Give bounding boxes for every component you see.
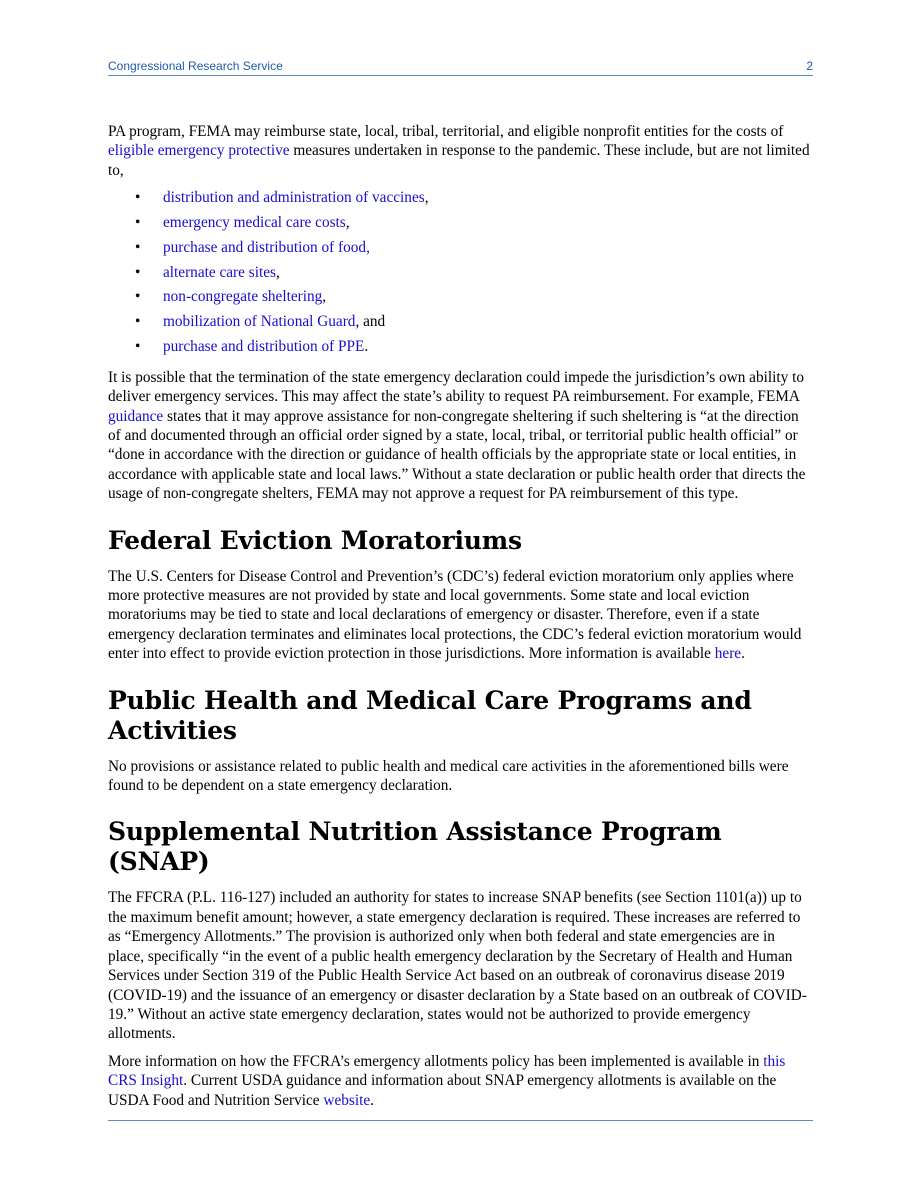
eviction-paragraph [108, 567, 813, 664]
bullet-icon: • [135, 238, 141, 256]
usda-website-link[interactable]: website [323, 1091, 371, 1109]
bullet-icon: • [135, 263, 141, 281]
snap-heading: Supplemental Nutrition Assistance Program (SNAP) [108, 817, 722, 877]
intro-text-1: PA program, FEMA may reimburse state, local, tribal, territorial, and eligible nonprofit entities for the costs of [108, 123, 784, 140]
bullet-icon: • [135, 214, 141, 232]
list-item [108, 312, 813, 337]
list-item [108, 337, 813, 362]
eviction-heading: Federal Eviction Moratoriums [108, 525, 522, 555]
non-congregate-sheltering-link[interactable]: non-congregate sheltering [163, 288, 323, 306]
eviction-info-link[interactable]: here [714, 645, 742, 663]
bullet-icon: • [135, 313, 141, 331]
bullet-suffix: , [345, 214, 350, 232]
vaccines-link[interactable]: distribution and administration of vaccines [163, 189, 425, 207]
snap-text-1: More information on how the FFCRA’s emergency allotments policy has been implemented is available in [108, 1052, 764, 1070]
snap-text-2: . Current USDA guidance and information about SNAP emergency allotments is available on the USDA Food and Nutrition Service [108, 1072, 777, 1109]
public-health-heading: Public Health and Medical Care Programs and Activities [108, 685, 752, 745]
list-item [108, 287, 813, 312]
footer-divider [108, 1120, 813, 1121]
list-item [108, 238, 813, 263]
bullet-suffix: , [322, 288, 327, 306]
document-body [108, 122, 813, 1118]
page-header [108, 58, 813, 76]
medical-care-costs-link[interactable]: emergency medical care costs [163, 214, 346, 232]
eviction-text-1: The U.S. Centers for Disease Control and Prevention’s (CDC’s) federal eviction moratorium only applies where more protective measures are not provided by state and local governments. Some state and local eviction moratoriums may be tied to state and local declarations of emergency or disaster. Therefore, even if a state emergency declaration terminates and eliminates local protections, the CDC’s federal eviction moratorium would enter into effect to provide eviction protection in those jurisdictions. More information is available [108, 567, 802, 663]
national-guard-link[interactable]: mobilization of National Guard [163, 313, 356, 331]
snap-paragraph-2 [108, 1052, 813, 1110]
header-title: Congressional Research Service [108, 59, 283, 73]
page-number: 2 [806, 59, 813, 73]
bullet-suffix: , [275, 263, 280, 281]
snap-text-3: . [370, 1091, 374, 1109]
bullet-suffix: , and [355, 313, 386, 331]
list-item [108, 263, 813, 288]
bullet-suffix: , [424, 189, 429, 207]
eligible-measures-list [108, 188, 813, 362]
bullet-icon: • [135, 189, 141, 207]
bullet-suffix: . [364, 338, 369, 355]
list-item [108, 213, 813, 238]
intro-text-2: measures undertaken in response to the pandemic. These include, but are not limited to, [108, 142, 810, 179]
ppe-link[interactable]: purchase and distribution of PPE [163, 338, 365, 355]
food-distribution-link[interactable]: purchase and distribution of food, [163, 238, 370, 256]
alternate-care-sites-link[interactable]: alternate care sites [163, 263, 276, 281]
bullet-icon: • [135, 288, 141, 306]
termination-text-1: It is possible that the termination of the state emergency declaration could impede the jurisdiction’s own ability to deliver emergency services. This may affect the state’s ability to request PA reimbursement. For example, FEMA [108, 368, 804, 406]
snap-paragraph-1: The FFCRA (P.L. 116-127) included an authority for states to increase SNAP benefits (see Section 1101(a)) up to the maximum benefit amount; however, a state emergency declaration is required. These increases are referred to as “Emergency Allotments.” The provision is authorized only when both federal and state emergencies are in place, specifically “in the event of a public health emergency declaration by the Secretary of Health and Human Services under Section 319 of the Public Health Service Act based on an outbreak of coronavirus disease 2019 (COVID-19) and the issuance of an emergency or disaster declaration by a State based on an outbreak of COVID-19.” Without an active state emergency declaration, states would not be authorized to provide emergency allotments. [108, 889, 807, 1043]
eviction-text-2: . [741, 645, 745, 663]
intro-paragraph [108, 122, 813, 180]
bullet-icon: • [135, 338, 141, 355]
list-item [108, 188, 813, 213]
fema-guidance-link[interactable]: guidance [108, 407, 164, 425]
eligible-emergency-protective-link[interactable]: eligible emergency protective [108, 142, 290, 160]
crs-insight-link[interactable]: this CRS Insight [108, 1052, 786, 1090]
termination-text-2: states that it may approve assistance for non-congregate sheltering if such sheltering is “at the direction of and documented through an official order signed by a state, local, tribal, or territorial public health official” or “done in accordance with the direction or guidance of health officials by the appropriate state or local entities, in accordance with applicable state and local laws.” Without a state declaration or public health order that directs the usage of non-congregate shelters, FEMA may not approve a request for PA reimbursement of this type. [108, 407, 806, 503]
termination-paragraph [108, 368, 813, 504]
public-health-paragraph: No provisions or assistance related to public health and medical care activities in the aforementioned bills were found to be dependent on a state emergency declaration. [108, 757, 789, 795]
